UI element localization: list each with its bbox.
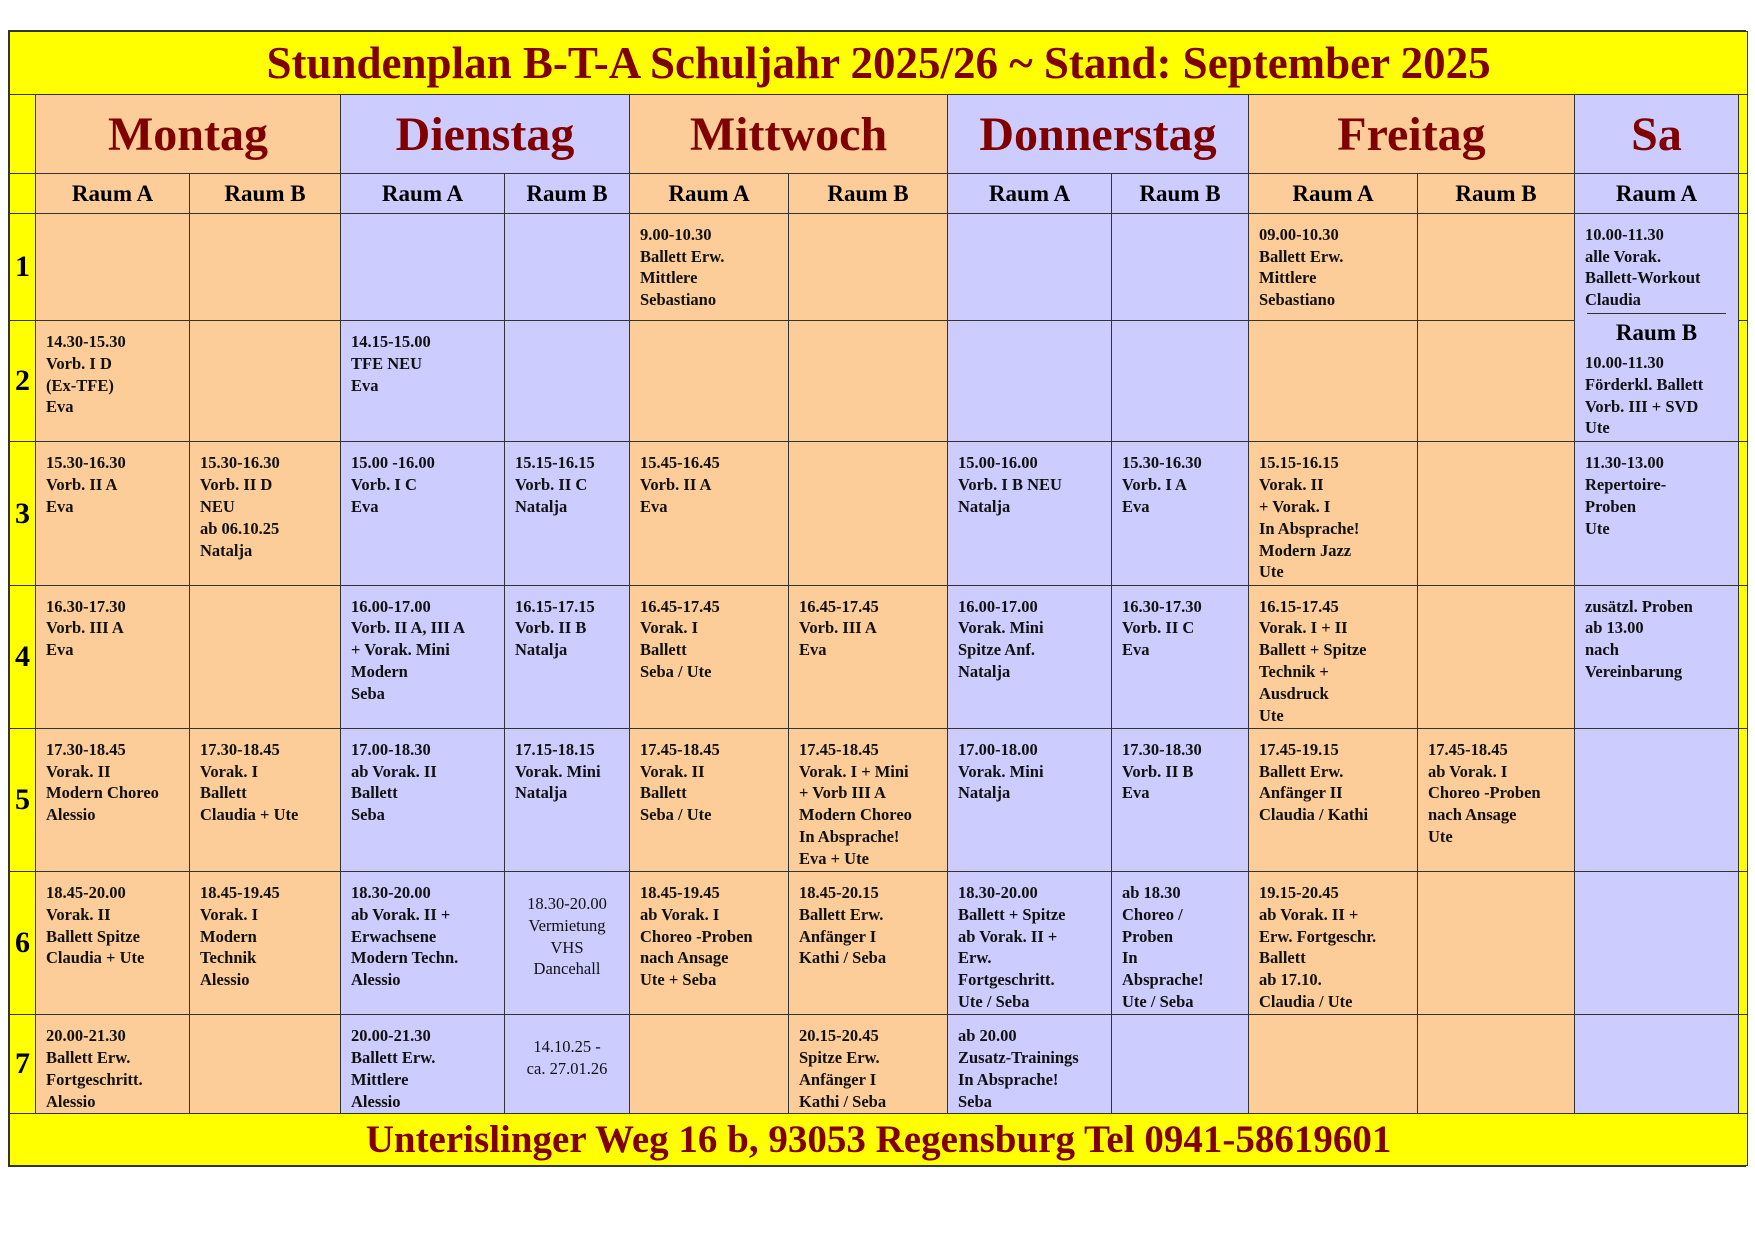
class-entry: 17.15-18.15 Vorak. Mini Natalja xyxy=(515,739,601,803)
schedule-cell xyxy=(948,728,1112,871)
edge-cell xyxy=(1739,213,1748,320)
schedule-cell xyxy=(36,585,190,728)
class-entry xyxy=(1249,321,1417,331)
class-entry xyxy=(789,321,947,331)
class-entry: 17.30-18.30 Vorb. II B Eva xyxy=(1122,739,1202,803)
day-header-6: Sa xyxy=(1575,94,1739,174)
schedule-cell xyxy=(789,213,948,320)
class-entry: 18.45-20.15 Ballett Erw. Anfänger I Kathi / Seba xyxy=(799,883,887,968)
class-entry xyxy=(190,214,340,224)
class-entry: 16.15-17.15 Vorb. II B Natalja xyxy=(515,596,595,660)
class-entry: 16.30-17.30 Vorb. II C Eva xyxy=(1122,596,1202,660)
corner-cell xyxy=(10,94,36,174)
class-entry: 18.30-20.00 Vermietung VHS Dancehall xyxy=(527,894,607,979)
schedule-cell xyxy=(505,1015,630,1114)
class-entry xyxy=(1575,1015,1738,1025)
class-entry xyxy=(1418,1015,1574,1025)
class-entry: 18.45-19.45 Vorak. I Modern Technik Alessio xyxy=(200,883,280,990)
schedule-cell xyxy=(1418,213,1575,320)
class-entry: 18.45-19.45 ab Vorak. I Choreo -Proben nach Ansage Ute + Seba xyxy=(640,883,753,990)
schedule-cell xyxy=(341,585,505,728)
class-entry xyxy=(630,321,788,331)
class-entry: 15.45-16.45 Vorb. II A Eva xyxy=(640,453,720,517)
schedule-cell xyxy=(36,442,190,585)
timetable-sheet xyxy=(8,30,1746,1167)
schedule-cell xyxy=(1575,728,1739,871)
class-entry: 14.30-15.30 Vorb. I D (Ex-TFE) Eva xyxy=(46,332,126,417)
day-header-2: Dienstag xyxy=(341,94,630,174)
schedule-cell xyxy=(36,213,190,320)
schedule-cell xyxy=(630,585,789,728)
class-entry: 17.30-18.45 Vorak. I Ballett Claudia + Ute xyxy=(200,739,299,825)
class-entry: 17.00-18.30 ab Vorak. II Ballett Seba xyxy=(351,739,437,825)
class-entry: 17.30-18.45 Vorak. II Modern Choreo Alessio xyxy=(46,739,159,825)
class-entry: zusätzl. Proben ab 13.00 nach Vereinbarung xyxy=(1585,596,1693,682)
schedule-cell xyxy=(789,442,948,585)
schedule-cell xyxy=(948,585,1112,728)
class-entry xyxy=(505,321,629,331)
class-entry xyxy=(341,214,504,224)
schedule-cell xyxy=(948,1015,1112,1114)
schedule-cell xyxy=(341,213,505,320)
class-entry xyxy=(1575,729,1738,739)
edge-cell xyxy=(1739,442,1748,585)
class-entry: 17.00-18.00 Vorak. Mini Natalja xyxy=(958,739,1044,803)
schedule-cell xyxy=(1249,442,1418,585)
room-header: Raum B xyxy=(789,174,948,213)
edge-cell xyxy=(1739,94,1748,174)
schedule-cell xyxy=(36,728,190,871)
class-entry xyxy=(789,214,947,224)
class-entry: 19.15-20.45 ab Vorak. II + Erw. Fortgeschr. Ballett ab 17.10. Claudia / Ute xyxy=(1259,883,1377,1012)
class-entry: 17.45-19.15 Ballett Erw. Anfänger II Claudia / Kathi xyxy=(1259,739,1369,825)
edge-cell xyxy=(1739,1015,1748,1114)
schedule-cell xyxy=(1418,1015,1575,1114)
period-number: 7 xyxy=(10,1015,36,1114)
schedule-cell xyxy=(1418,585,1575,728)
schedule-cell xyxy=(1112,213,1249,320)
schedule-cell xyxy=(190,442,341,585)
schedule-cell xyxy=(1575,872,1739,1015)
edge-cell xyxy=(1739,321,1748,442)
class-entry xyxy=(1418,586,1574,596)
schedule-cell xyxy=(630,1015,789,1114)
schedule-cell xyxy=(789,728,948,871)
schedule-cell xyxy=(630,872,789,1015)
schedule-cell xyxy=(1418,728,1575,871)
address-footer: Unterislinger Weg 16 b, 93053 Regensburg Tel 0941-58619601 xyxy=(10,1114,1748,1166)
class-entry: 18.30-20.00 Ballett + Spitze ab Vorak. II + Erw. Fortgeschritt. Ute / Seba xyxy=(958,883,1066,1012)
day-header-1: Montag xyxy=(36,94,341,174)
schedule-cell xyxy=(1249,872,1418,1015)
schedule-cell xyxy=(36,321,190,442)
class-entry xyxy=(1575,872,1738,882)
edge-cell xyxy=(1739,585,1748,728)
period-number: 1 xyxy=(10,213,36,320)
schedule-cell xyxy=(190,728,341,871)
schedule-cell xyxy=(505,585,630,728)
schedule-cell xyxy=(1112,728,1249,871)
schedule-cell xyxy=(1249,213,1418,320)
class-entry xyxy=(505,214,629,224)
schedule-cell xyxy=(505,728,630,871)
class-entry: 09.00-10.30 Ballett Erw. Mittlere Sebastiano xyxy=(1259,224,1344,310)
schedule-cell xyxy=(341,728,505,871)
schedule-cell xyxy=(36,872,190,1015)
class-entry xyxy=(190,1015,340,1025)
schedule-cell xyxy=(1249,1015,1418,1114)
class-entry xyxy=(1418,442,1574,452)
room-header: Raum A xyxy=(630,174,789,213)
schedule-cell xyxy=(948,321,1112,442)
schedule-cell xyxy=(1575,585,1739,728)
schedule-cell xyxy=(36,1015,190,1114)
room-header: Raum B xyxy=(505,174,630,213)
class-entry xyxy=(1112,214,1248,224)
class-entry: 20.00-21.30 Ballett Erw. Mittlere Alessio xyxy=(351,1026,436,1111)
schedule-cell xyxy=(1249,321,1418,442)
edge-cell xyxy=(1739,872,1748,1015)
divider xyxy=(1587,313,1726,314)
class-entry: 20.15-20.45 Spitze Erw. Anfänger I Kathi / Seba xyxy=(799,1026,887,1111)
schedule-cell xyxy=(1112,585,1249,728)
schedule-cell xyxy=(630,442,789,585)
class-entry: 17.45-18.45 Vorak. I + Mini + Vorb III A Modern Choreo In Absprache! Eva + Ute xyxy=(799,739,912,868)
day-header-5: Freitag xyxy=(1249,94,1575,174)
schedule-cell xyxy=(948,872,1112,1015)
schedule-cell xyxy=(1575,442,1739,585)
class-entry: 16.45-17.45 Vorak. I Ballett Seba / Ute xyxy=(640,596,720,682)
class-entry: 16.00-17.00 Vorak. Mini Spitze Anf. Natalja xyxy=(958,596,1044,682)
schedule-cell xyxy=(341,321,505,442)
schedule-cell xyxy=(1249,728,1418,871)
class-entry: 11.30-13.00 Repertoire- Proben Ute xyxy=(1585,453,1667,538)
class-entry: 15.00-16.00 Vorb. I B NEU Natalja xyxy=(958,453,1062,517)
schedule-cell xyxy=(1112,1015,1249,1114)
schedule-cell xyxy=(190,872,341,1015)
schedule-cell xyxy=(190,1015,341,1114)
room-header: Raum A xyxy=(1575,174,1739,213)
schedule-cell xyxy=(1112,442,1249,585)
period-number: 4 xyxy=(10,585,36,728)
class-entry xyxy=(1418,214,1574,224)
class-entry: 14.15-15.00 TFE NEU Eva xyxy=(351,332,431,395)
schedule-cell xyxy=(341,442,505,585)
class-entry: 15.15-16.15 Vorak. II + Vorak. I In Absprache! Modern Jazz Ute xyxy=(1259,453,1360,582)
class-entry: 20.00-21.30 Ballett Erw. Fortgeschritt. Alessio xyxy=(46,1026,143,1111)
schedule-cell xyxy=(1418,442,1575,585)
class-entry xyxy=(789,442,947,452)
schedule-cell xyxy=(505,213,630,320)
class-entry: 17.45-18.45 ab Vorak. I Choreo -Proben nach Ansage Ute xyxy=(1428,739,1541,847)
schedule-cell xyxy=(789,321,948,442)
day-header-3: Mittwoch xyxy=(630,94,948,174)
schedule-cell xyxy=(1112,321,1249,442)
schedule-cell xyxy=(505,872,630,1015)
class-entry xyxy=(630,1015,788,1025)
class-entry xyxy=(1112,321,1248,331)
class-entry xyxy=(1418,321,1574,331)
class-entry: 15.15-16.15 Vorb. II C Natalja xyxy=(515,453,595,517)
schedule-cell xyxy=(630,728,789,871)
room-header: Raum A xyxy=(36,174,190,213)
class-entry xyxy=(36,214,189,224)
room-header: Raum B xyxy=(190,174,341,213)
class-entry: 15.00 -16.00 Vorb. I C Eva xyxy=(351,453,435,517)
schedule-cell xyxy=(341,872,505,1015)
class-entry: 15.30-16.30 Vorb. I A Eva xyxy=(1122,453,1202,517)
edge-cell xyxy=(1739,728,1748,871)
timetable-grid xyxy=(9,31,1748,1166)
schedule-cell xyxy=(1249,585,1418,728)
class-entry: 9.00-10.30 Ballett Erw. Mittlere Sebastiano xyxy=(640,224,725,310)
room-header: Raum A xyxy=(341,174,505,213)
class-entry: 10.00-11.30 Förderkl. Ballett Vorb. III + SVD Ute xyxy=(1585,352,1704,438)
class-entry xyxy=(1418,872,1574,882)
room-header: Raum A xyxy=(1249,174,1418,213)
class-entry: 16.15-17.45 Vorak. I + II Ballett + Spitze Technik + Ausdruck Ute xyxy=(1259,596,1367,725)
class-entry xyxy=(948,214,1111,224)
class-entry: 15.30-16.30 Vorb. II D NEU ab 06.10.25 Natalja xyxy=(200,453,280,560)
class-entry xyxy=(948,321,1111,331)
corner-cell xyxy=(10,174,36,213)
schedule-cell xyxy=(630,321,789,442)
schedule-cell xyxy=(190,585,341,728)
class-entry: 16.30-17.30 Vorb. III A Eva xyxy=(46,596,126,660)
schedule-cell xyxy=(1575,213,1739,442)
class-entry xyxy=(190,321,340,331)
saturday-room-b-label: Raum B xyxy=(1615,319,1698,345)
class-entry: 18.30-20.00 ab Vorak. II + Erwachsene Modern Techn. Alessio xyxy=(351,883,459,990)
class-entry: 14.10.25 - ca. 27.01.26 xyxy=(526,1037,608,1079)
class-entry: 17.45-18.45 Vorak. II Ballett Seba / Ute xyxy=(640,739,720,825)
schedule-cell xyxy=(789,872,948,1015)
class-entry xyxy=(190,586,340,596)
schedule-cell xyxy=(948,213,1112,320)
schedule-cell xyxy=(789,1015,948,1114)
day-header-4: Donnerstag xyxy=(948,94,1249,174)
room-header: Raum B xyxy=(1418,174,1575,213)
room-header: Raum A xyxy=(948,174,1112,213)
period-number: 6 xyxy=(10,872,36,1015)
schedule-cell xyxy=(1575,1015,1739,1114)
class-entry: 18.45-20.00 Vorak. II Ballett Spitze Claudia + Ute xyxy=(46,883,145,968)
schedule-cell xyxy=(630,213,789,320)
schedule-cell xyxy=(789,585,948,728)
schedule-cell xyxy=(1418,321,1575,442)
class-entry: 16.45-17.45 Vorb. III A Eva xyxy=(799,596,879,660)
schedule-cell xyxy=(1418,872,1575,1015)
page-title: Stundenplan B-T-A Schuljahr 2025/26 ~ Stand: September 2025 xyxy=(10,32,1748,95)
schedule-cell xyxy=(190,213,341,320)
schedule-cell xyxy=(1112,872,1249,1015)
class-entry: 15.30-16.30 Vorb. II A Eva xyxy=(46,453,126,517)
class-entry xyxy=(1112,1015,1248,1025)
period-number: 5 xyxy=(10,728,36,871)
schedule-cell xyxy=(505,442,630,585)
class-entry xyxy=(1249,1015,1417,1025)
class-entry: 16.00-17.00 Vorb. II A, III A + Vorak. Mini Modern Seba xyxy=(351,596,466,703)
edge-cell xyxy=(1739,174,1748,213)
schedule-cell xyxy=(948,442,1112,585)
room-header: Raum B xyxy=(1112,174,1249,213)
schedule-cell xyxy=(341,1015,505,1114)
class-entry: 10.00-11.30 alle Vorak. Ballett-Workout Claudia xyxy=(1585,224,1701,310)
schedule-cell xyxy=(505,321,630,442)
period-number: 2 xyxy=(10,321,36,442)
period-number: 3 xyxy=(10,442,36,585)
class-entry: ab 20.00 Zusatz-Trainings In Absprache! Seba xyxy=(958,1026,1079,1111)
class-entry: ab 18.30 Choreo / Proben In Absprache! Ute / Seba xyxy=(1122,883,1204,1012)
schedule-cell xyxy=(190,321,341,442)
